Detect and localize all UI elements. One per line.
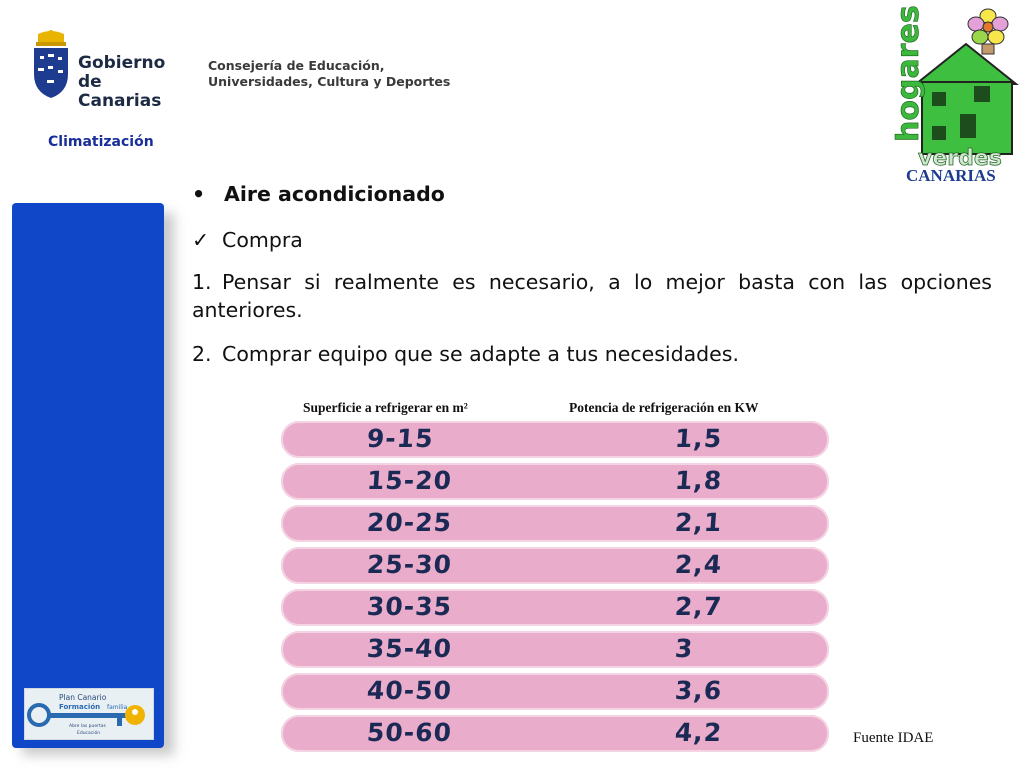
- table-row: [281, 547, 829, 584]
- cell-power: 1,8: [673, 466, 724, 495]
- plan-logo-line4: Abre las puertas: [69, 724, 106, 729]
- table-row: [281, 631, 829, 668]
- source-note: Fuente IDAE: [853, 730, 934, 746]
- plan-logo-line1: Plan Canario: [59, 693, 107, 702]
- plan-logo-line2: Formación: [59, 703, 101, 711]
- cell-power: 1,5: [673, 424, 724, 453]
- cooling-table: [281, 421, 829, 757]
- cell-power: 4,2: [673, 718, 724, 747]
- cell-area: 15-20: [365, 466, 453, 495]
- table-row: [281, 505, 829, 542]
- subtitle: [192, 228, 992, 252]
- brand-word-verdes: verdes: [918, 146, 1002, 171]
- cell-area: 40-50: [365, 676, 453, 705]
- section-label: Climatización: [48, 134, 154, 150]
- org-name: Gobierno de Canarias: [78, 53, 166, 111]
- plan-logo-line3: familia: [107, 704, 128, 711]
- list-item: [192, 342, 992, 366]
- brand-word-hogares: hogares: [891, 5, 926, 142]
- column-header-power: Potencia de refrigeración en KW: [569, 400, 759, 415]
- list-item-number: 1.: [192, 270, 212, 294]
- slide-title: [192, 182, 992, 206]
- cell-power: 2,1: [673, 508, 724, 537]
- cell-power: 2,7: [673, 592, 724, 621]
- table-row: [281, 673, 829, 710]
- cell-area: 20-25: [365, 508, 453, 537]
- sidebar-bar: [12, 203, 164, 748]
- cell-area: 35-40: [365, 634, 453, 663]
- brand-word-canarias: CANARIAS: [906, 166, 996, 185]
- table-row: [281, 589, 829, 626]
- cell-area: 9-15: [365, 424, 435, 453]
- list-item-number: 2.: [192, 342, 212, 366]
- list-item: [192, 268, 992, 324]
- cell-power: 3: [673, 634, 695, 663]
- cell-area: 25-30: [365, 550, 453, 579]
- table-row: [281, 463, 829, 500]
- column-header-area: Superficie a refrigerar en m²: [303, 400, 468, 415]
- cell-power: 3,6: [673, 676, 724, 705]
- plan-logo-line5: Educación: [77, 731, 101, 736]
- checkmark-icon: ✓: [192, 228, 210, 252]
- list-item-text: Comprar equipo que se adapte a tus necesidades.: [222, 342, 739, 366]
- cell-area: 50-60: [365, 718, 453, 747]
- table-row: [281, 421, 829, 458]
- slide-title-text: Aire acondicionado: [224, 182, 445, 206]
- subtitle-text: Compra: [222, 228, 303, 252]
- hogares-verdes-logo: [891, 2, 1020, 185]
- department-name: Consejería de Educación, Universidades, Cultura y Deportes: [208, 58, 451, 89]
- cell-area: 30-35: [365, 592, 453, 621]
- list-item-text: Pensar si realmente es necesario, a lo mejor basta con las opciones anteriores.: [192, 270, 992, 322]
- table-row: [281, 715, 829, 752]
- bullet-marker: •: [192, 182, 206, 206]
- plan-canario-logo: [24, 688, 154, 740]
- cell-power: 2,4: [673, 550, 724, 579]
- gobierno-canarias-logo: [30, 30, 180, 111]
- crest-icon: [30, 30, 72, 100]
